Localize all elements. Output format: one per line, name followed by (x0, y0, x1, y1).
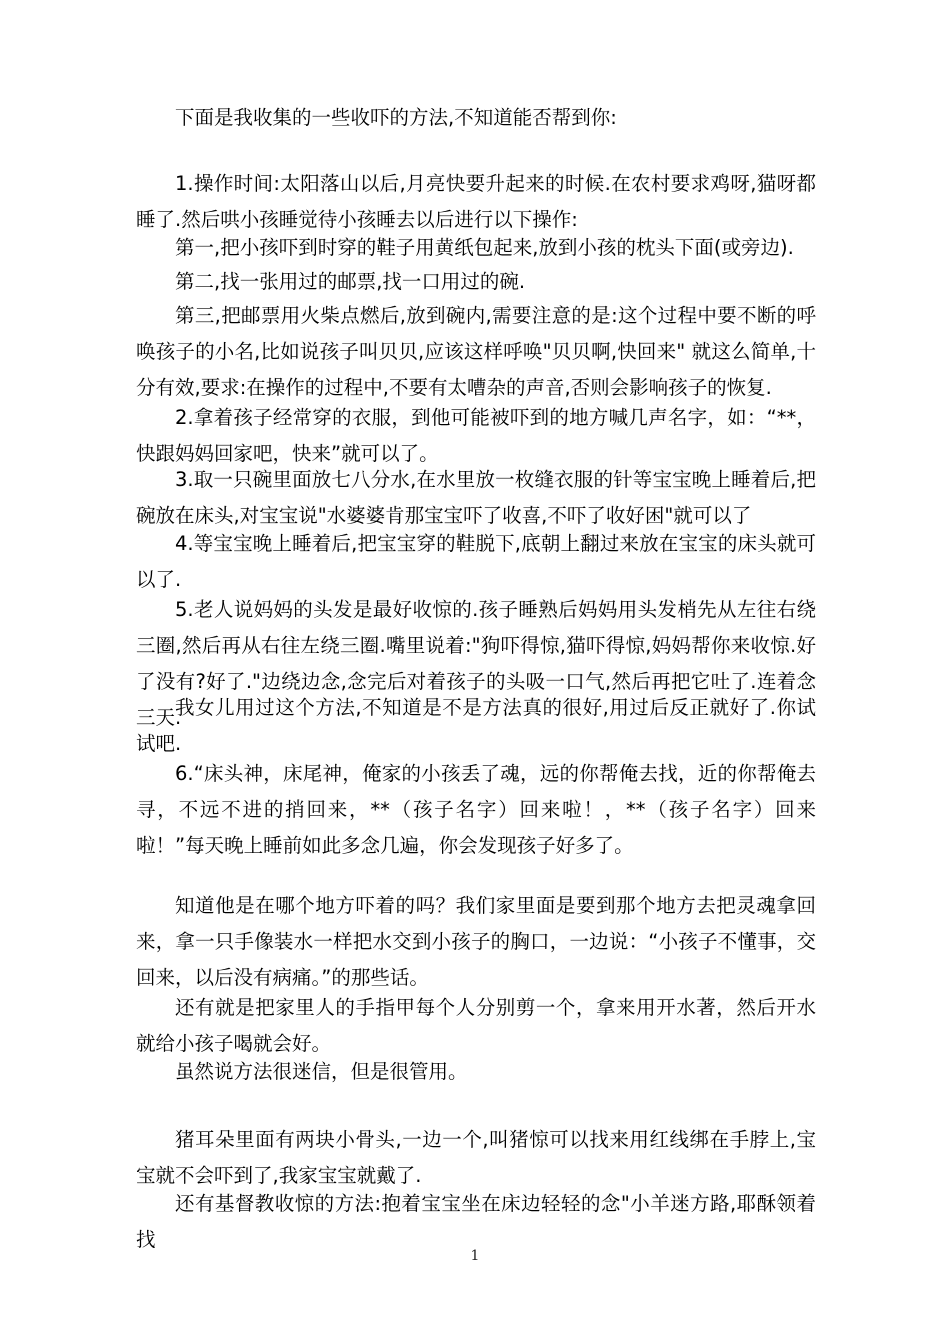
paragraph-christian: 还有基督教收惊的方法:抱着宝宝坐在床边轻轻的念"小羊迷方路,耶酥领着找 (136, 1192, 816, 1251)
paragraph-superstition: 虽然说方法很迷信，但是很管用。 (175, 1060, 468, 1083)
page-number: 1 (470, 1248, 480, 1264)
paragraph-step-1: 第一,把小孩吓到时穿的鞋子用黄纸包起来,放到小孩的枕头下面(或旁边). (175, 236, 794, 259)
paragraph-step-3: 第三,把邮票用火柴点燃后,放到碗内,需要注意的是:这个过程中要不断的呼唤孩子的小名,比如说孩子叫贝贝,应该这样呼唤"贝贝啊,快回来" 就这么简单,十分有效,要求:在操作的过程中,不要有太嘈杂的声音,否则会影响孩子的恢复. (136, 304, 816, 399)
paragraph-method-2: 2.拿着孩子经常穿的衣服，到他可能被吓到的地方喊几声名字，如：“**，快跟妈妈回家吧，快来”就可以了。 (136, 406, 816, 465)
paragraph-location: 知道他是在哪个地方吓着的吗？我们家里面是要到那个地方去把灵魂拿回来，拿一只手像装水一样把水交到小孩子的胸口，一边说：“小孩子不懂事，交回来，以后没有病痛。”的那些话。 (136, 894, 816, 989)
paragraph-fingernails: 还有就是把家里人的手指甲每个人分别剪一个，拿来用开水著，然后开水就给小孩子喝就会好。 (136, 996, 816, 1055)
paragraph-pig-ear: 猪耳朵里面有两块小骨头,一边一个,叫猪惊可以找来用红线绑在手脖上,宝宝就不会吓到了,我家宝宝就戴了. (136, 1128, 816, 1187)
paragraph-method-5: 5.老人说妈妈的头发是最好收惊的.孩子睡熟后妈妈用头发梢先从左往右绕三圈,然后再从右往左绕三圈.嘴里说着:"狗吓得惊,猫吓得惊,妈妈帮你来收惊.好了没有?好了."边绕边念,念完后对着孩子的头吸一口气,然后再把它吐了.连着念三天. (136, 598, 816, 729)
paragraph-method-3: 3.取一只碗里面放七八分水,在水里放一枚缝衣服的针等宝宝晚上睡着后,把碗放在床头,对宝宝说"水婆婆肯那宝宝吓了收喜,不吓了收好困"就可以了 (136, 468, 816, 527)
paragraph-method-6: 6.“床头神，床尾神，俺家的小孩丢了魂，远的你帮俺去找，近的你帮俺去寻，不远不进的捎回来，**（孩子名字）回来啦！，**（孩子名字）回来啦！”每天晚上睡前如此多念几遍，你会发现孩子好多了。 (136, 762, 816, 857)
paragraph-step-2: 第二,找一张用过的邮票,找一口用过的碗. (175, 270, 526, 293)
paragraph-method-4: 4.等宝宝晚上睡着后,把宝宝穿的鞋脱下,底朝上翻过来放在宝宝的床头就可以了. (136, 532, 816, 591)
paragraph-intro: 下面是我收集的一些收吓的方法,不知道能否帮到你: (175, 106, 617, 129)
paragraph-testimonial: 我女儿用过这个方法,不知道是不是方法真的很好,用过后反正就好了.你试试吧. (136, 696, 816, 755)
paragraph-method-1: 1.操作时间:太阳落山以后,月亮快要升起来的时候.在农村要求鸡呀,猫呀都睡了.然后哄小孩睡觉待小孩睡去以后进行以下操作: (136, 172, 816, 231)
